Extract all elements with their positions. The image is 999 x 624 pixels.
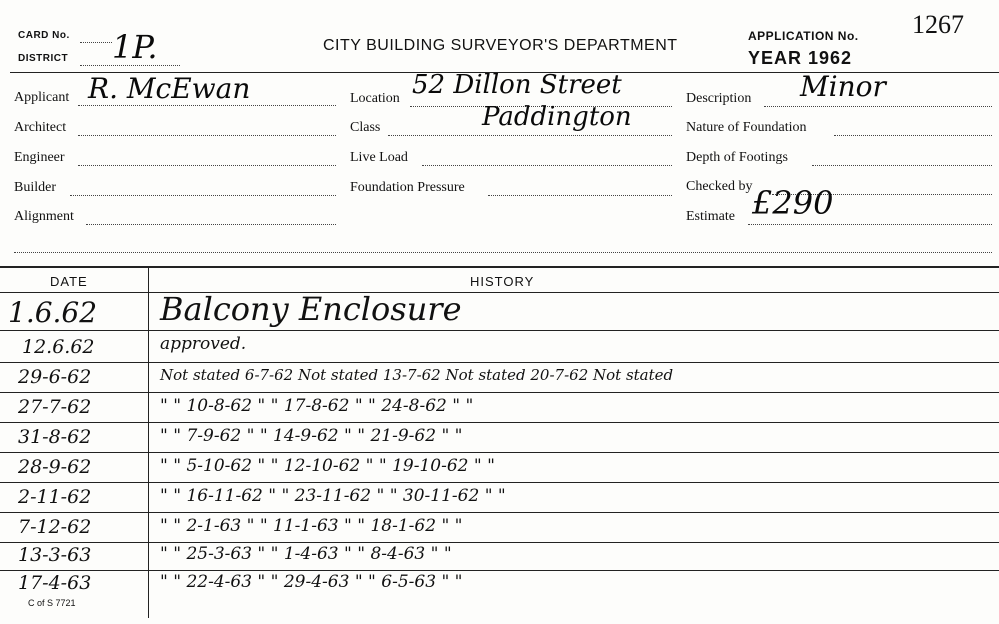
date-header: DATE [50, 274, 88, 289]
row-rule [0, 422, 999, 423]
applicant-line [78, 105, 336, 106]
card-no-label: CARD No. [18, 30, 70, 41]
history-entry: " " 7-9-62 " " 14-9-62 " " 21-9-62 " " [160, 426, 463, 446]
nature-of-foundation-label: Nature of Foundation [686, 120, 807, 135]
history-entry: Balcony Enclosure [160, 290, 462, 328]
row-rule [0, 452, 999, 453]
foundation-pressure-label: Foundation Pressure [350, 180, 465, 195]
applicant-value: R. McEwan [88, 72, 251, 105]
class-line [388, 135, 672, 136]
history-date: 31-8-62 [18, 426, 92, 448]
history-top-rule [0, 266, 999, 268]
department-title: CITY BUILDING SURVEYOR'S DEPARTMENT [323, 37, 678, 54]
engineer-label: Engineer [14, 150, 65, 165]
history-entry: Not stated 6-7-62 Not stated 13-7-62 Not stated 20-7-62 Not stated [160, 366, 674, 384]
description-value: Minor [800, 70, 886, 103]
architect-line [78, 135, 336, 136]
history-entry: " " 16-11-62 " " 23-11-62 " " 30-11-62 " " [160, 486, 506, 506]
estimate-line [748, 224, 992, 225]
blank-line [14, 252, 992, 253]
row-rule [0, 570, 999, 571]
builder-line [70, 195, 336, 196]
live-load-line [422, 165, 672, 166]
history-date: 17-4-63 [18, 572, 92, 594]
history-header: HISTORY [470, 274, 535, 289]
live-load-label: Live Load [350, 150, 408, 165]
application-number: 1267 [912, 10, 964, 39]
row-rule [0, 542, 999, 543]
alignment-label: Alignment [14, 209, 74, 224]
architect-label: Architect [14, 120, 67, 135]
description-label: Description [686, 91, 752, 106]
history-date: 1.6.62 [8, 296, 98, 329]
location-value-1: 52 Dillon Street [412, 70, 622, 100]
alignment-line [86, 224, 336, 225]
history-entry: " " 5-10-62 " " 12-10-62 " " 19-10-62 " " [160, 456, 495, 476]
history-date: 29-6-62 [18, 366, 92, 388]
row-rule [0, 512, 999, 513]
history-date: 12.6.62 [22, 336, 95, 358]
application-label: APPLICATION No. [748, 29, 859, 43]
history-header-rule [0, 292, 999, 293]
engineer-line [78, 165, 336, 166]
history-date: 28-9-62 [18, 456, 92, 478]
checked-by-label: Checked by [686, 179, 753, 194]
builder-label: Builder [14, 180, 56, 195]
form-code: C of S 7721 [28, 598, 76, 608]
description-line [764, 106, 992, 107]
foundation-pressure-line [488, 195, 672, 196]
row-rule [0, 482, 999, 483]
history-date: 2-11-62 [18, 486, 92, 508]
history-date: 13-3-63 [18, 544, 92, 566]
row-rule [0, 330, 999, 331]
year-label: YEAR 1962 [748, 48, 853, 68]
nature-of-foundation-line [834, 135, 992, 136]
history-entry: " " 2-1-63 " " 11-1-63 " " 18-1-62 " " [160, 516, 463, 536]
estimate-value: £290 [752, 184, 834, 222]
location-label: Location [350, 91, 400, 106]
depth-of-footings-label: Depth of Footings [686, 150, 788, 165]
district-value: 1P. [112, 28, 158, 66]
row-rule [0, 392, 999, 393]
applicant-label: Applicant [14, 90, 70, 105]
history-date: 7-12-62 [18, 516, 92, 538]
class-label: Class [350, 120, 381, 135]
row-rule [0, 362, 999, 363]
location-value-2: Paddington [482, 102, 632, 132]
history-entry: approved. [160, 334, 247, 354]
depth-of-footings-line [812, 165, 992, 166]
history-entry: " " 10-8-62 " " 17-8-62 " " 24-8-62 " " [160, 396, 474, 416]
history-entry: " " 25-3-63 " " 1-4-63 " " 8-4-63 " " [160, 544, 452, 564]
history-date: 27-7-62 [18, 396, 92, 418]
district-label: DISTRICT [18, 53, 69, 64]
estimate-label: Estimate [686, 209, 735, 224]
history-entry: " " 22-4-63 " " 29-4-63 " " 6-5-63 " " [160, 572, 463, 592]
card-no-line [80, 42, 112, 43]
